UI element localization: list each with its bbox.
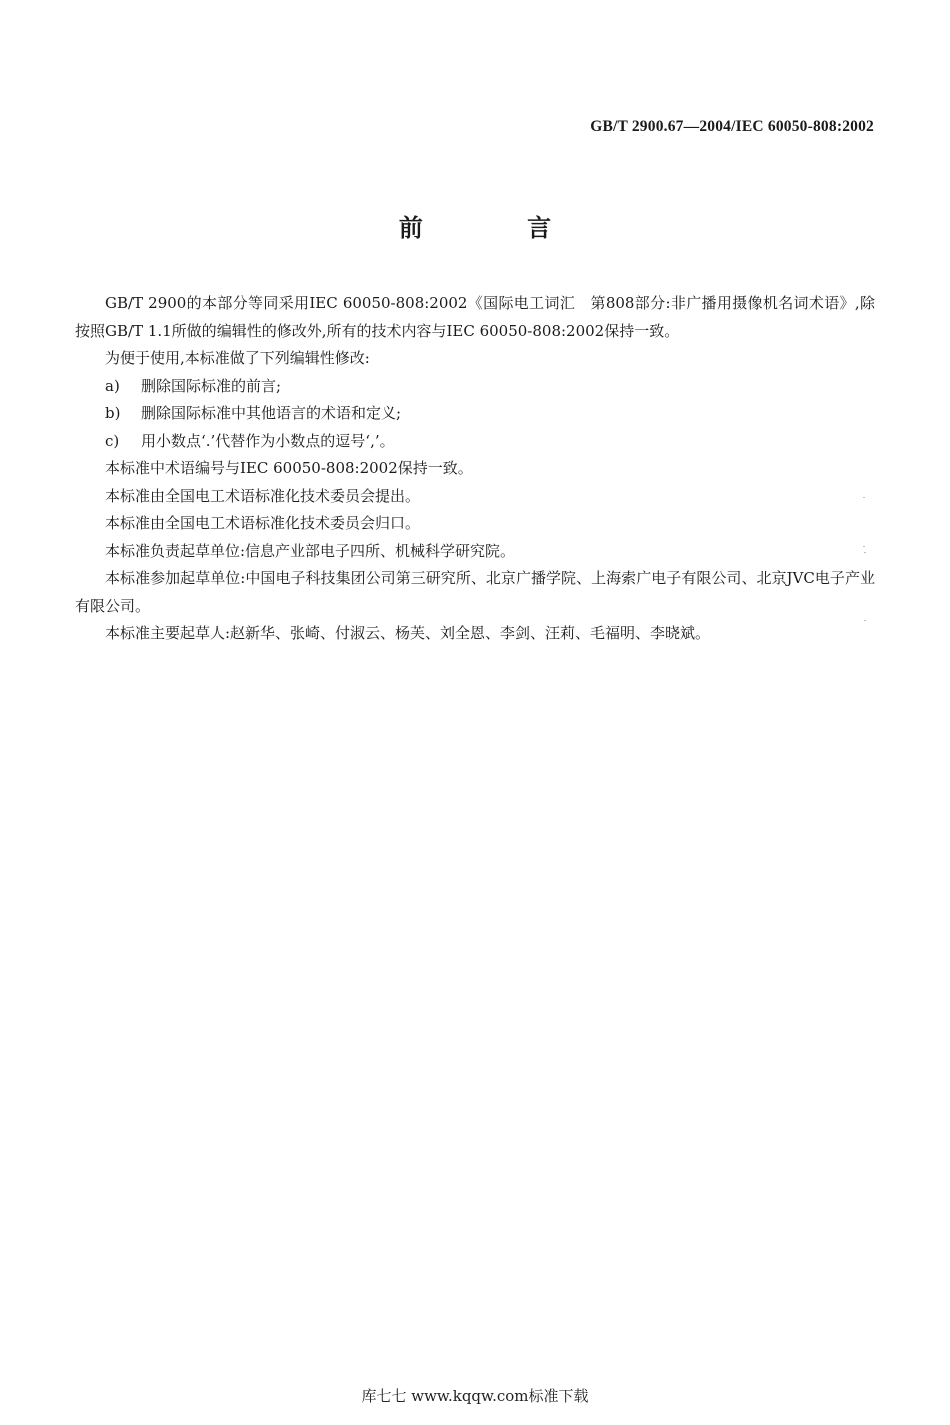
edit-marker-b: b)	[105, 404, 121, 422]
edit-text-a: 删除国际标准的前言;	[141, 376, 282, 395]
statement-term-numbering: 本标准中术语编号与IEC 60050-808:2002保持一致。	[105, 459, 473, 477]
statement-under-jurisdiction: 本标准由全国电工术语标准化技术委员会归口。	[105, 514, 421, 532]
scan-speck	[864, 620, 866, 621]
scan-speck	[863, 497, 865, 498]
paragraph-edits-intro: 为便于使用,本标准做了下列编辑性修改:	[105, 349, 370, 367]
edit-marker-a: a)	[105, 376, 120, 395]
statement-participating-units: 本标准参加起草单位:中国电子科技集团公司第三研究所、北京广播学院、上海索广电子有限公司、北京JVC电子产业有限公司。	[75, 569, 875, 615]
edit-item-c	[75, 428, 875, 456]
edit-item-b	[75, 400, 875, 428]
statement-main-drafters: 本标准主要起草人:赵新华、张崎、付淑云、杨芙、刘全恩、李剑、汪莉、毛福明、李晓斌。	[105, 624, 711, 642]
foreword-body	[75, 290, 875, 648]
paragraph-adoption: GB/T 2900的本部分等同采用IEC 60050-808:2002《国际电工词汇 第808部分:非广播用摄像机名词术语》,除按照GB/T 1.1所做的编辑性的修改外,所有的技术内容与IEC 60050-808:2002保持一致。	[75, 294, 875, 340]
statement-proposed-by: 本标准由全国电工术语标准化技术委员会提出。	[105, 486, 421, 505]
standard-code: GB/T 2900.67—2004/IEC 60050-808:2002	[590, 118, 874, 135]
page-title: 前 言	[398, 214, 600, 242]
statement-drafting-unit: 本标准负责起草单位:信息产业部电子四所、机械科学研究院。	[105, 541, 516, 560]
scan-speck	[863, 546, 865, 547]
footer-watermark: 库七七 www.kqqw.com标准下载	[361, 1387, 589, 1405]
edit-marker-c: c)	[105, 431, 120, 450]
scan-speck	[864, 552, 866, 553]
edit-text-c: 用小数点‘.’代替作为小数点的逗号‘,’。	[141, 431, 395, 450]
edit-item-a	[75, 373, 875, 401]
edit-text-b: 删除国际标准中其他语言的术语和定义;	[141, 404, 402, 422]
